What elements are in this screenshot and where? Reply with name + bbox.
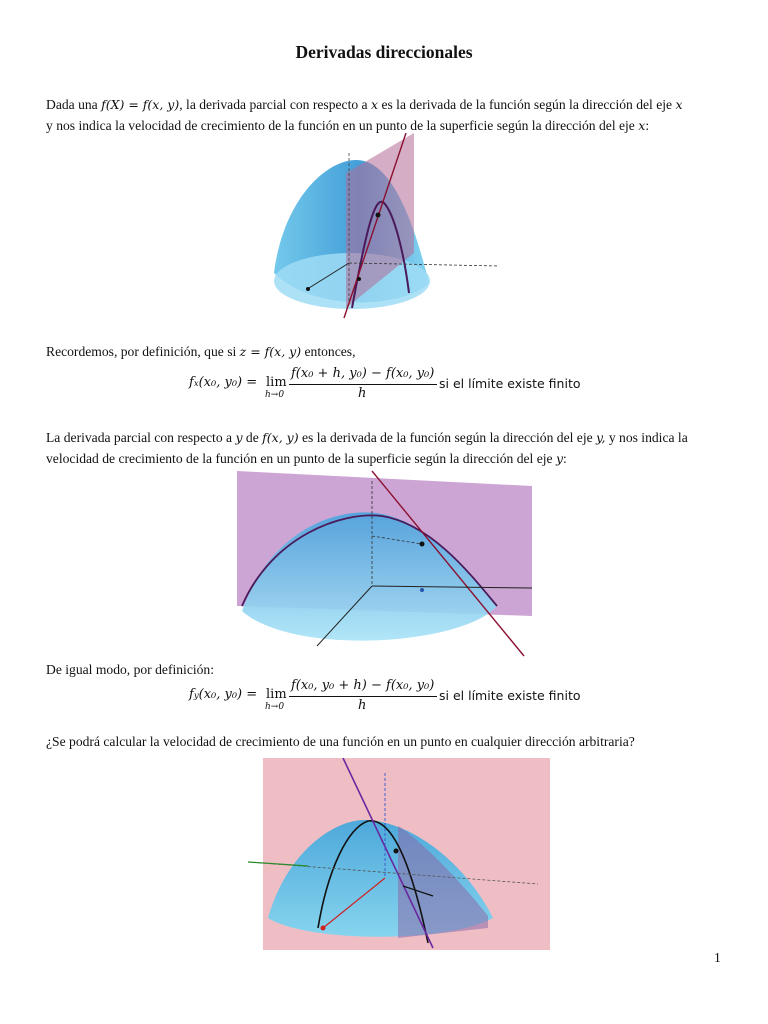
denominator: h (358, 386, 367, 401)
figure-directional (248, 758, 550, 950)
paragraph-recall (46, 341, 722, 362)
math-inline: x (675, 97, 683, 112)
text: : (645, 118, 650, 133)
text: : (563, 451, 567, 466)
fraction-bar (289, 696, 437, 697)
text: Dada una (46, 97, 102, 112)
math-inline: f(X) = f(x, y) (101, 97, 180, 112)
fraction-bar (289, 384, 437, 385)
text: Recordemos, por definición, que si (46, 344, 240, 359)
numerator: f(x₀ + h, y₀) − f(x₀, y₀) (291, 366, 435, 381)
text: velocidad de crecimiento de la función en un punto de la superficie según la dirección del eje (46, 451, 556, 466)
lim-label: lim (266, 687, 287, 702)
formula-lhs: fx(x₀, y₀) = (189, 375, 258, 390)
limit-condition: si el límite existe finito (439, 376, 581, 391)
text: entonces, (301, 344, 356, 359)
math-inline: y (555, 451, 564, 466)
text: de (242, 430, 263, 445)
math-inline: x (370, 97, 379, 112)
numerator: f(x₀, y₀ + h) − f(x₀, y₀) (291, 678, 435, 693)
formula-fx (0, 364, 768, 408)
paragraph-likewise: De igual modo, por definición: (46, 662, 214, 677)
lim-label: lim (266, 375, 287, 390)
paragraph-partial-x (46, 94, 722, 136)
text: , la derivada parcial con respecto a (179, 97, 371, 112)
text: es la derivada de la función según la dirección del eje (378, 97, 676, 112)
limit-condition: si el límite existe finito (439, 688, 581, 703)
formula-lhs: fy(x₀, y₀) = (189, 687, 258, 702)
figure-partial-y (232, 466, 542, 658)
math-inline: y, (596, 430, 606, 445)
lim-subscript: h→0 (265, 702, 285, 712)
math-inline: y (235, 430, 243, 445)
math-inline: z = f(x, y) (239, 344, 302, 359)
paragraph-partial-y (46, 427, 722, 469)
page-number: 1 (714, 950, 721, 965)
denominator: h (358, 698, 367, 713)
math-inline: x (638, 118, 646, 133)
page-title: Derivadas direccionales (295, 42, 473, 62)
figure-partial-x (254, 133, 512, 321)
text: La derivada parcial con respecto a (46, 430, 236, 445)
text: y nos indica la (605, 430, 688, 445)
text: es la derivada de la función según la dirección del eje (298, 430, 597, 445)
formula-fy (0, 676, 768, 720)
math-inline: f(x, y) (262, 430, 299, 445)
text: y nos indica la velocidad de crecimiento de la función en un punto de la superficie según la dirección del eje (46, 118, 639, 133)
lim-subscript: h→0 (265, 390, 285, 400)
paragraph-question: ¿Se podrá calcular la velocidad de crecimiento de una función en un punto en cualquier dirección arbitraria? (46, 734, 635, 749)
